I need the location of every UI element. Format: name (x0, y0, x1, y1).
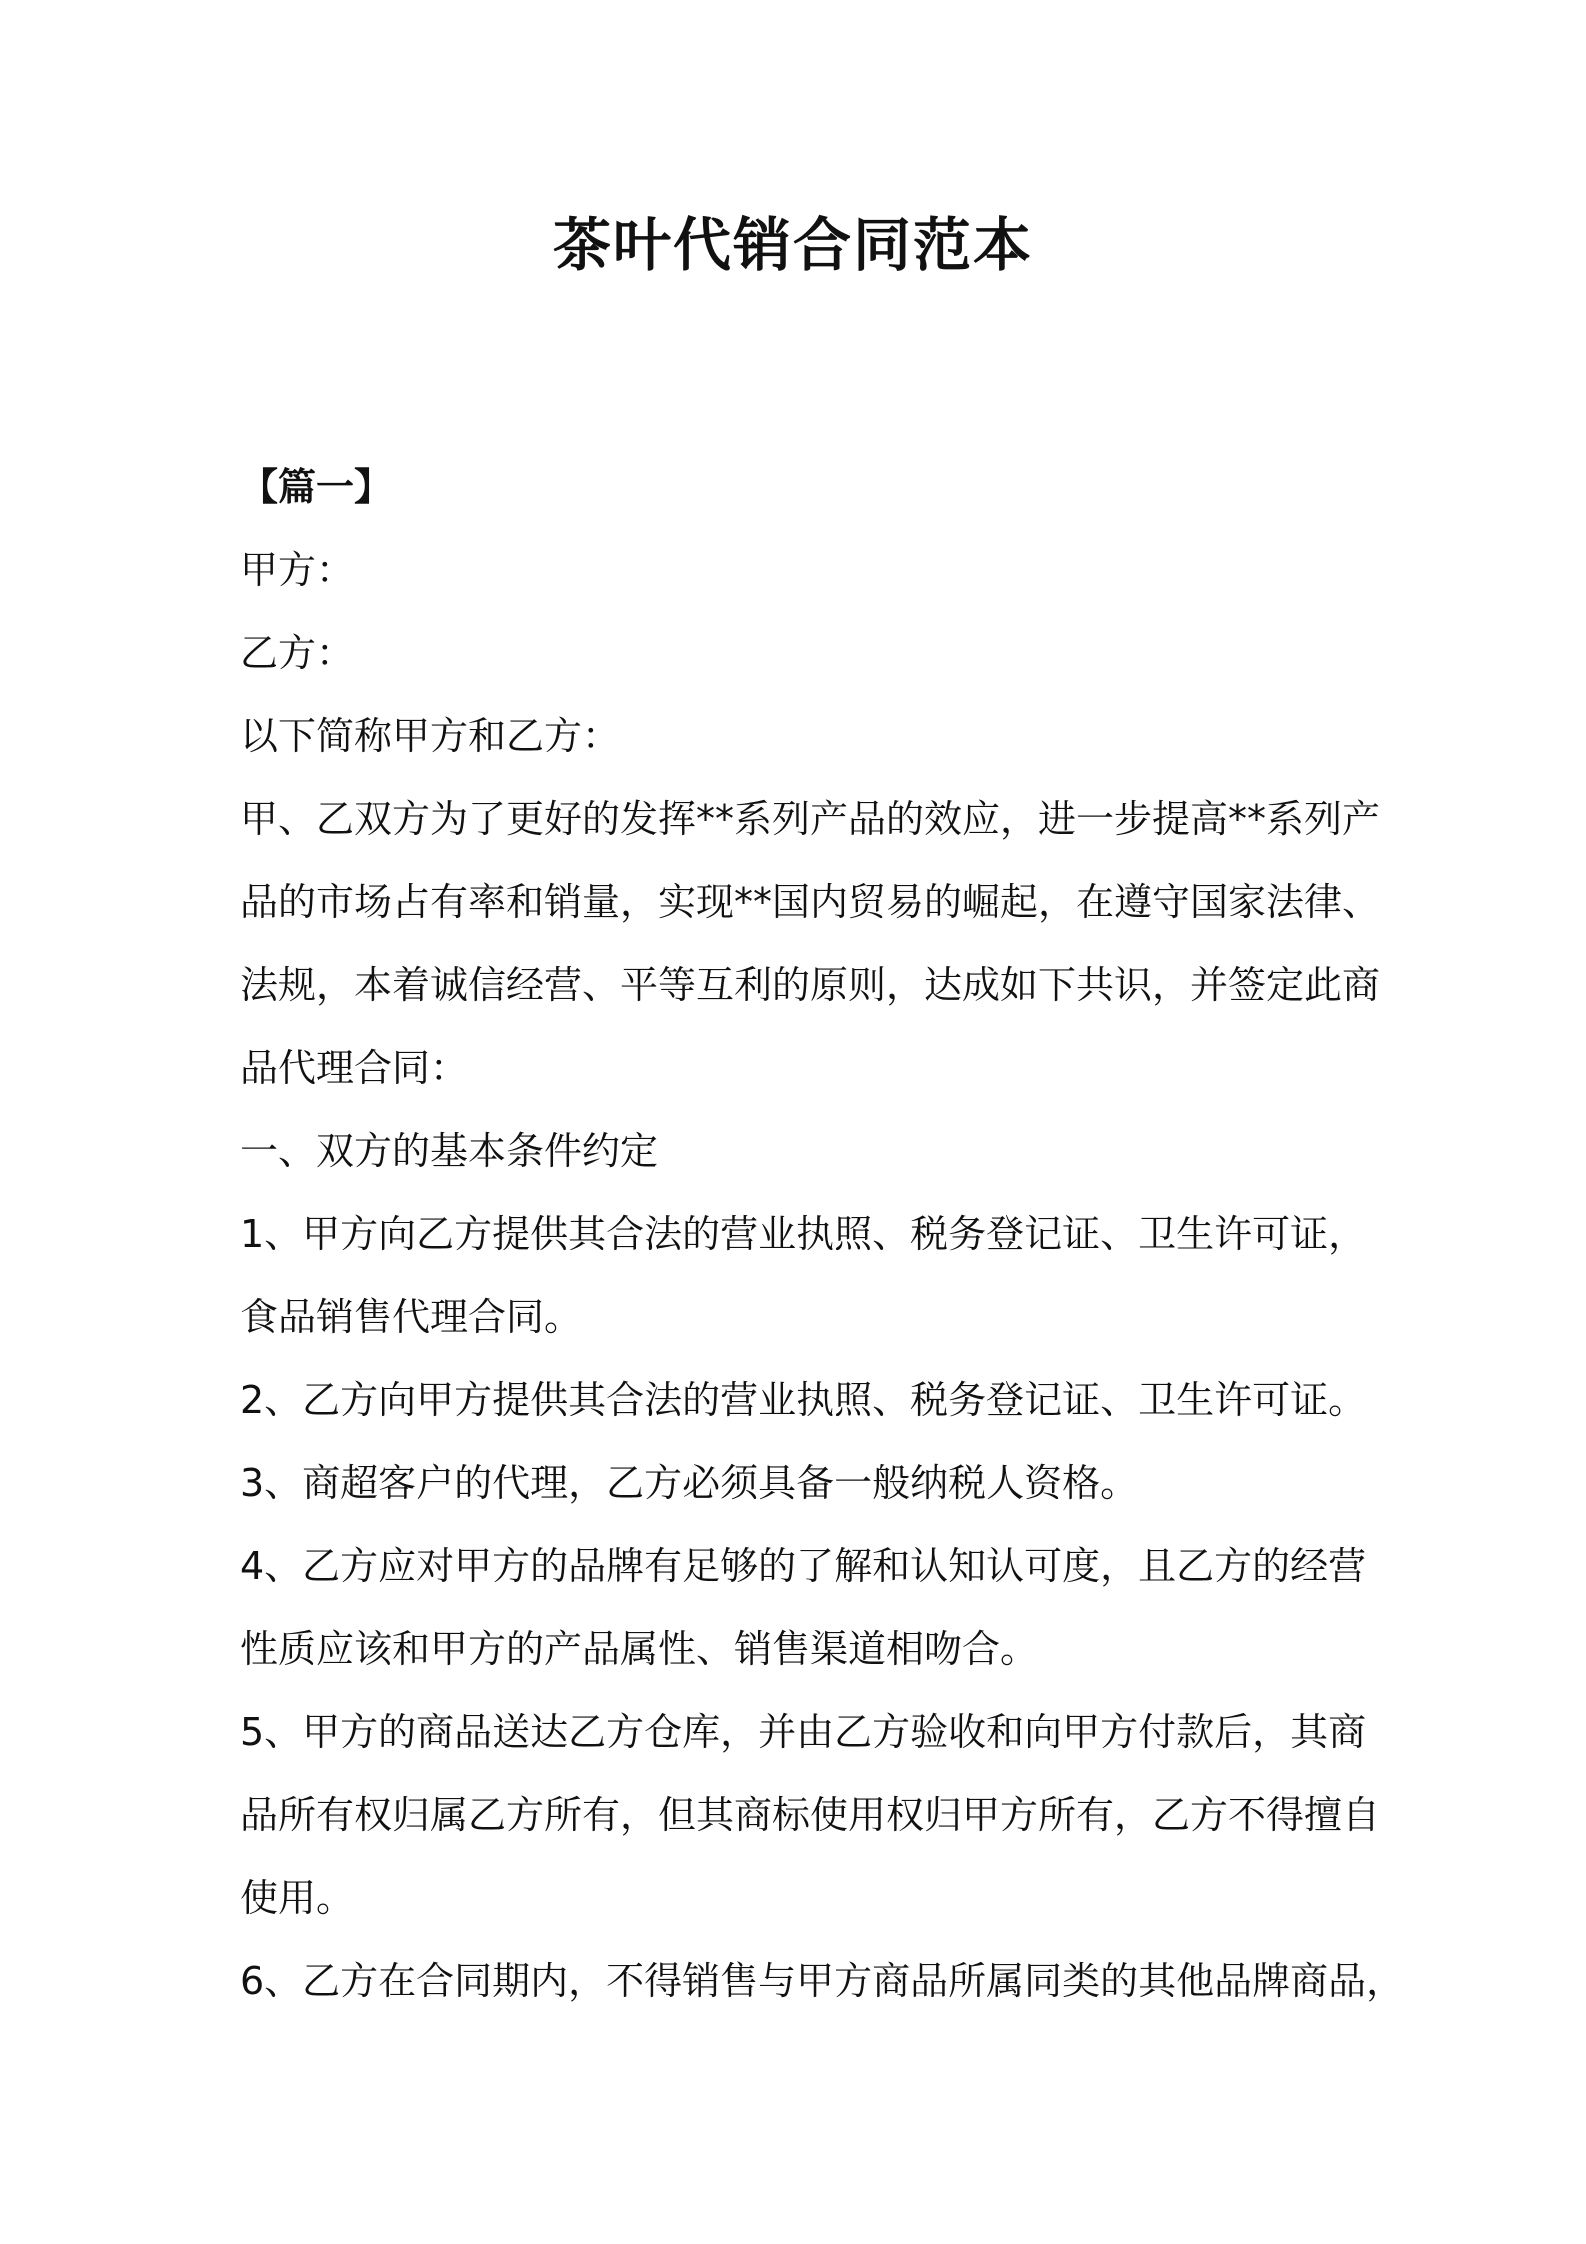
document-body (240, 446, 1405, 2023)
text-line: 1、甲方向乙方提供其合法的营业执照、税务登记证、卫生许可证， (240, 1212, 1367, 1256)
document-title: 茶叶代销合同范本 (552, 211, 1033, 279)
text-line: 法规，本着诚信经营、平等互利的原则，达成如下共识，并签定此商 (240, 963, 1381, 1007)
text-line: 5、甲方的商品送达乙方仓库，并由乙方验收和向甲方付款后，其商 (240, 1710, 1367, 1754)
text-line: 品所有权归属乙方所有，但其商标使用权归甲方所有，乙方不得擅自 (240, 1793, 1381, 1837)
text-line: 6、乙方在合同期内，不得销售与甲方商品所属同类的其他品牌商品， (240, 1959, 1405, 2003)
text-line: 以下简称甲方和乙方： (240, 714, 621, 758)
section-heading: 【篇一】 (240, 465, 393, 509)
text-line: 品的市场占有率和销量，实现**国内贸易的崛起，在遵守国家法律、 (240, 880, 1381, 924)
text-line: 3、商超客户的代理，乙方必须具备一般纳税人资格。 (240, 1461, 1139, 1505)
text-line: 2、乙方向甲方提供其合法的营业执照、税务登记证、卫生许可证。 (240, 1378, 1367, 1422)
text-line: 4、乙方应对甲方的品牌有足够的了解和认知认可度，且乙方的经营 (240, 1544, 1367, 1588)
party-b-line: 乙方： (240, 631, 355, 675)
text-line: 性质应该和甲方的产品属性、销售渠道相吻合。 (240, 1627, 1039, 1671)
text-line: 食品销售代理合同。 (240, 1295, 583, 1339)
party-a-line: 甲方： (240, 548, 355, 592)
text-line: 甲、乙双方为了更好的发挥**系列产品的效应，进一步提高**系列产 (240, 797, 1381, 841)
clause-heading: 一、双方的基本条件约定 (240, 1129, 659, 1173)
text-line: 使用。 (240, 1876, 355, 1920)
text-line: 品代理合同： (240, 1046, 469, 1090)
